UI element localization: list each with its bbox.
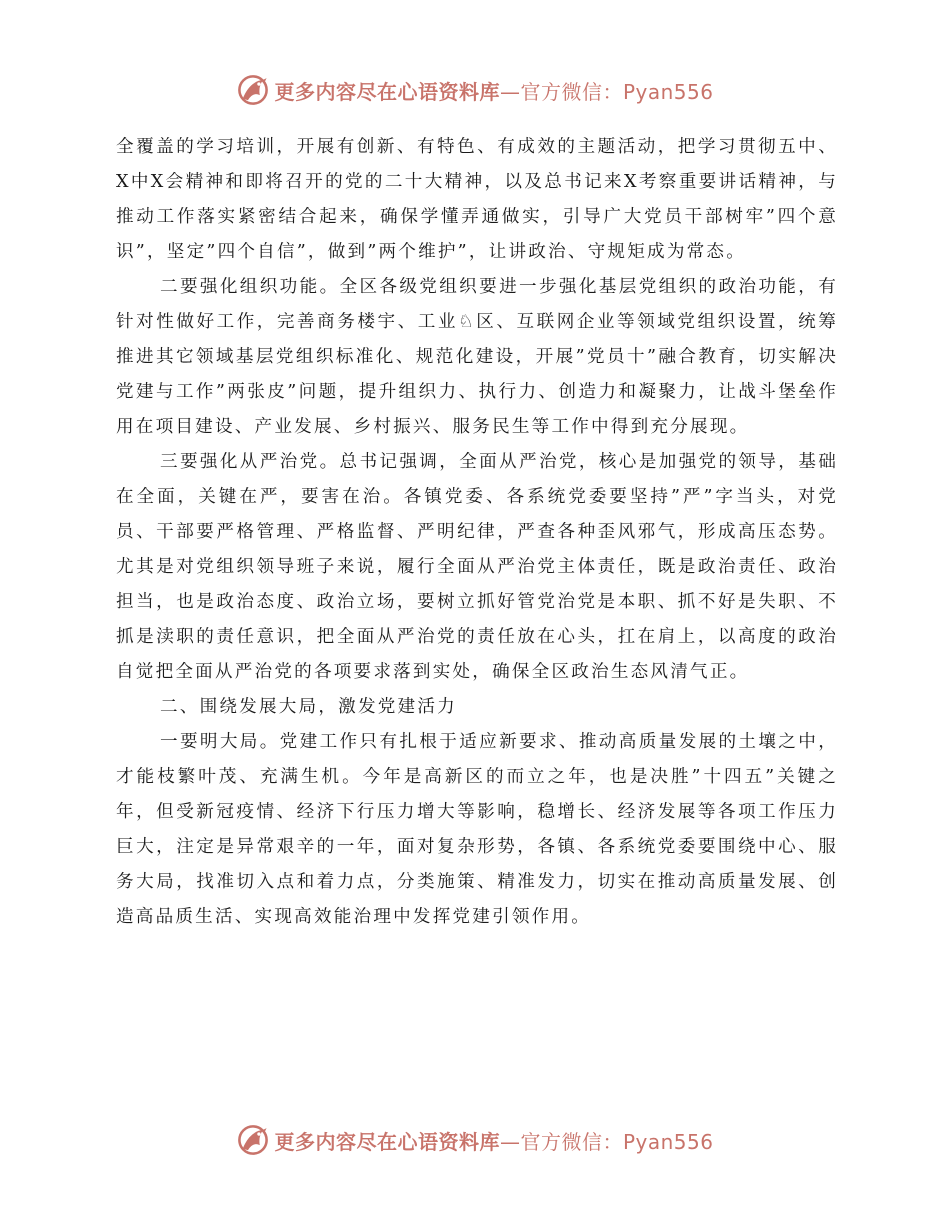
footer-watermark-banner bbox=[0, 1120, 950, 1160]
header-watermark-text bbox=[274, 76, 713, 105]
paragraph-organization: 二要强化组织功能。全区各级党组织要进一步强化基层党组织的政治功能，有针对性做好工作，完善商务楼宇、工业♘区、互联网企业等领域党组织设置，统筹推进其它领域基层党组织标准化、规范化建设，开展”党员十”融合教育，切实解决党建与工作”两张皮”问题，提升组织力、执行力、创造力和凝聚力，让战斗堡垒作用在项目建设、产业发展、乡村振兴、服务民生等工作中得到充分展现。 bbox=[116, 277, 838, 437]
section-heading: 二、围绕发展大局，激发党建活力 bbox=[160, 697, 457, 717]
header-watermark-banner bbox=[0, 70, 950, 110]
paragraph-strict-governance: 三要强化从严治党。总书记强调，全面从严治党，核心是加强党的领导，基础在全面，关键在严，要害在治。各镇党委、各系统党委要坚持”严”字当头，对党员、干部要严格管理、严格监督、严明纪律，严查各种歪风邪气，形成高压态势。尤其是对党组织领导班子来说，履行全面从严治党主体责任，既是政治责任、政治担当，也是政治态度、政治立场，要树立抓好管党治党是本职、抓不好是失职、不抓是渎职的责任意识，把全面从严治党的责任放在心头，扛在肩上，以高度的政治自觉把全面从严治党的各项要求落到实处，确保全区政治生态风清气正。 bbox=[116, 452, 838, 682]
paragraph-continuation: 全覆盖的学习培训，开展有创新、有特色、有成效的主题活动，把学习贯彻五中、X中X会精神和即将召开的党的二十大精神，以及总书记来X考察重要讲话精神，与推动工作落实紧密结合起来，确保学懂弄通做实，引导广大党员干部树牢”四个意识”，坚定”四个自信”，做到”两个维护”，让讲政治、守规矩成为常态。 bbox=[116, 137, 838, 262]
paragraph-big-picture: 一要明大局。党建工作只有扎根于适应新要求、推动高质量发展的土壤之中，才能枝繁叶茂、充满生机。今年是高新区的而立之年，也是决胜”十四五”关键之年，但受新冠疫情、经济下行压力增大等影响，稳增长、经济发展等各项工作压力巨大，注定是异常艰辛的一年，面对复杂形势，各镇、各系统党委要围绕中心、服务大局，找准切入点和着力点，分类施策、精准发力，切实在推动高质量发展、创造高品质生活、实现高效能治理中发挥党建引领作用。 bbox=[116, 732, 838, 927]
footer-watermark-text bbox=[274, 1126, 713, 1155]
header-contact: —官方微信：Pyan556 bbox=[499, 79, 714, 104]
footer-brand: 更多内容尽在心语资料库 bbox=[274, 1129, 500, 1154]
header-brand: 更多内容尽在心语资料库 bbox=[274, 79, 500, 104]
footer-contact: —官方微信：Pyan556 bbox=[499, 1129, 714, 1154]
chicken-logo-icon bbox=[236, 73, 270, 107]
chicken-logo-icon bbox=[236, 1123, 270, 1157]
document-body bbox=[116, 130, 838, 935]
